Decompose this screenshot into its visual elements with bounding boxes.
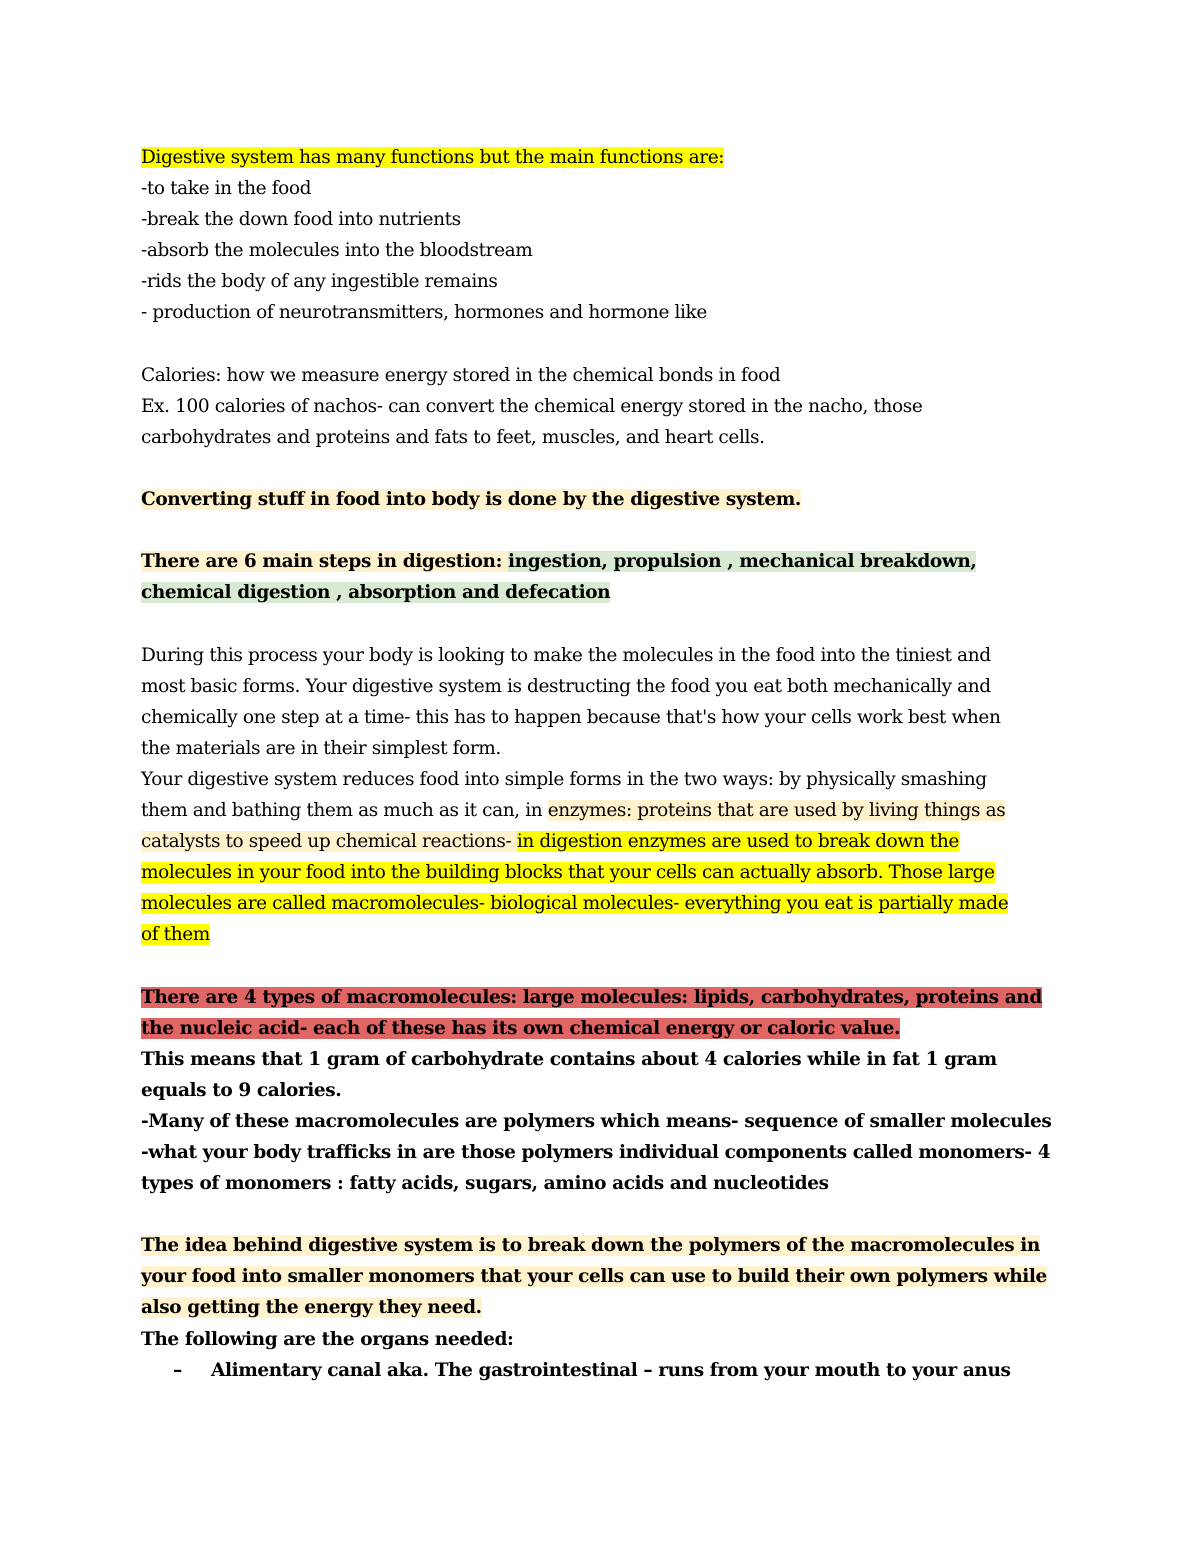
- digestive-idea-text: The idea behind digestive system is to break down the polymers of the macromolecules in: [141, 1235, 1040, 1257]
- functions-heading: [141, 142, 1071, 173]
- macromolecules-types-cont: [141, 1013, 1071, 1044]
- spacer: [141, 453, 1071, 484]
- alimentary-canal-item: Alimentary canal aka. The gastrointestinal – runs from your mouth to your anus: [211, 1359, 1011, 1381]
- function-item: -to take in the food: [141, 178, 312, 200]
- calorie-comparison: This means that 1 gram of carbohydrate contains about 4 calories while in fat 1 gram: [141, 1048, 997, 1070]
- enzymes-paragraph-line: [141, 919, 1071, 950]
- enzymes-paragraph-line: [141, 857, 1071, 888]
- enzymes-paragraph-line: [141, 795, 1071, 826]
- function-item: - production of neurotransmitters, hormones and hormone like: [141, 302, 707, 324]
- monomers-note: -what your body trafficks in are those polymers individual components called monomers- 4: [141, 1142, 1051, 1163]
- digestive-idea-cont: [141, 1292, 1071, 1323]
- function-item: -absorb the molecules into the bloodstream: [141, 240, 533, 262]
- spacer: [141, 329, 1071, 360]
- bullet-dash: –: [173, 1359, 182, 1381]
- calories-example-cont: carbohydrates and proteins and fats to feet, muscles, and heart cells.: [141, 426, 765, 448]
- calorie-comparison-cont: equals to 9 calories.: [141, 1079, 342, 1101]
- enzymes-paragraph-line: [141, 888, 1071, 919]
- enzymes-paragraph-line: [141, 826, 1071, 857]
- macromolecules-types: [141, 982, 1071, 1013]
- macromolecules-types-text-cont: the nucleic acid- each of these has its own chemical energy or caloric value.: [141, 1017, 901, 1039]
- process-paragraph-line: chemically one step at a time- this has to happen because that's how your cells work best when: [141, 706, 1001, 728]
- functions-heading-text: Digestive system has many functions but the main functions are:: [141, 147, 725, 168]
- calories-definition: Calories: how we measure energy stored in the chemical bonds in food: [141, 364, 781, 386]
- digestive-idea-text-cont: your food into smaller monomers that your cells can use to build their own polymers while: [141, 1266, 1047, 1288]
- digestion-steps-list: ingestion, propulsion , mechanical breakdown,: [508, 551, 977, 573]
- spacer: [141, 608, 1071, 639]
- organs-heading: The following are the organs needed:: [141, 1328, 514, 1350]
- enzymes-paragraph-line: Your digestive system reduces food into simple forms in the two ways: by physically smashing: [141, 768, 987, 790]
- digestion-steps-list-cont: chemical digestion , absorption and defecation: [141, 582, 611, 604]
- polymers-note: -Many of these macromolecules are polymers which means- sequence of smaller molecules: [141, 1110, 1052, 1132]
- enzymes-highlight: in digestion enzymes are used to break down the: [516, 831, 959, 853]
- spacer: [141, 950, 1071, 981]
- function-item: -break the down food into nutrients: [141, 209, 461, 231]
- enzymes-definition: enzymes: proteins that are used by living things as: [547, 799, 1006, 821]
- spacer: [141, 1199, 1071, 1230]
- document-body: [141, 142, 1071, 1386]
- digestion-steps-label: There are 6 main steps in digestion:: [141, 551, 509, 573]
- enzymes-definition-cont: catalysts to speed up chemical reactions-: [141, 831, 517, 853]
- function-item: -rids the body of any ingestible remains: [141, 271, 498, 293]
- enzymes-lead-text: them and bathing them as much as it can, in: [141, 799, 548, 821]
- process-paragraph-line: the materials are in their simplest form.: [141, 737, 501, 759]
- monomers-note-cont: types of monomers : fatty acids, sugars, amino acids and nucleotides: [141, 1173, 829, 1195]
- digestive-idea-cont: [141, 1261, 1071, 1292]
- list-item: [141, 1355, 1071, 1386]
- digestion-steps-cont: [141, 577, 1071, 608]
- digestive-idea-text-cont: also getting the energy they need.: [141, 1297, 482, 1319]
- spacer: [141, 515, 1071, 546]
- process-paragraph-line: During this process your body is looking to make the molecules in the food into the tiniest and: [141, 644, 991, 666]
- converting-statement-text: Converting stuff in food into body is done by the digestive system.: [141, 489, 801, 511]
- macromolecules-types-text: There are 4 types of macromolecules: large molecules: lipids, carbohydrates, proteins and: [141, 986, 1042, 1008]
- calories-example: Ex. 100 calories of nachos- can convert the chemical energy stored in the nacho, those: [141, 395, 923, 417]
- process-paragraph-line: most basic forms. Your digestive system is destructing the food you eat both mechanically and: [141, 675, 991, 697]
- enzymes-highlight-cont: molecules in your food into the building blocks that your cells can actually absorb. Those large: [141, 862, 995, 884]
- enzymes-highlight-cont: molecules are called macromolecules- biological molecules- everything you eat is partially made: [141, 893, 1009, 915]
- digestive-idea: [141, 1230, 1071, 1261]
- digestion-steps: [141, 546, 1071, 577]
- converting-statement: [141, 484, 1071, 515]
- enzymes-highlight-cont: of them: [141, 924, 210, 946]
